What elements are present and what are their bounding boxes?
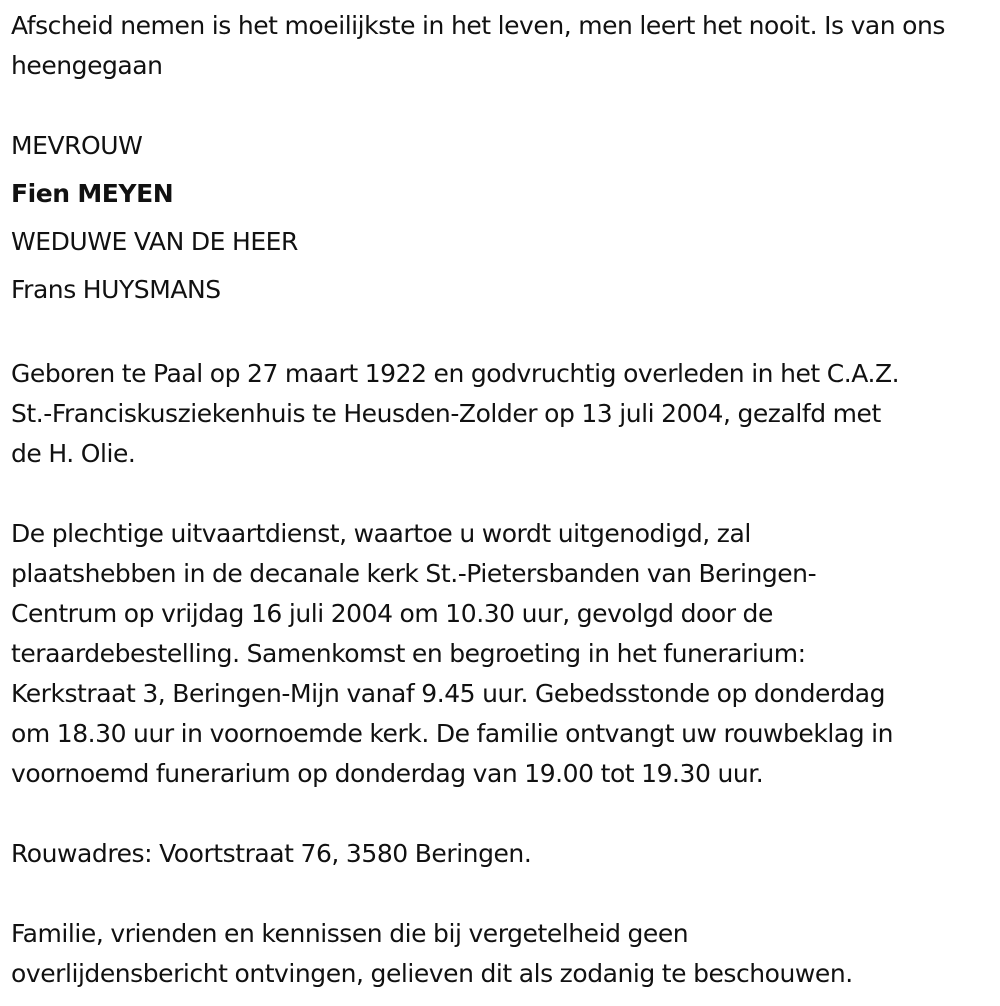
closing-line: Familie, vrienden en kennissen die bij vergetelheid geen bbox=[11, 919, 689, 948]
mourning-address: Rouwadres: Voortstraat 76, 3580 Beringen. bbox=[11, 839, 532, 868]
obituary-notice bbox=[11, 6, 996, 994]
closing-paragraph bbox=[11, 914, 996, 994]
birth-death-line: St.-Franciskusziekenhuis te Heusden-Zolder op 13 juli 2004, gezalfd met bbox=[11, 399, 881, 428]
birth-death-line: Geboren te Paal op 27 maart 1922 en godvruchtig overleden in het C.A.Z. bbox=[11, 359, 900, 388]
deceased-name: Fien MEYEN bbox=[11, 179, 174, 208]
closing-line: overlijdensbericht ontvingen, gelieven dit als zodanig te beschouwen. bbox=[11, 959, 853, 988]
birth-death-line: de H. Olie. bbox=[11, 439, 136, 468]
funeral-line: De plechtige uitvaartdienst, waartoe u wordt uitgenodigd, zal bbox=[11, 519, 751, 548]
funeral-paragraph bbox=[11, 514, 996, 794]
funeral-line: voornoemd funerarium op donderdag van 19.00 tot 19.30 uur. bbox=[11, 759, 764, 788]
deceased-block bbox=[11, 122, 996, 314]
spouse-name: Frans HUYSMANS bbox=[11, 275, 221, 304]
funeral-line: plaatshebben in de decanale kerk St.-Pietersbanden van Beringen- bbox=[11, 559, 817, 588]
funeral-line: Centrum op vrijdag 16 juli 2004 om 10.30 uur, gevolgd door de bbox=[11, 599, 773, 628]
intro-paragraph: Afscheid nemen is het moeilijkste in het leven, men leert het nooit. Is van ons heengegaan bbox=[11, 11, 945, 80]
funeral-line: teraardebestelling. Samenkomst en begroeting in het funerarium: bbox=[11, 639, 806, 668]
funeral-line: om 18.30 uur in voornoemde kerk. De familie ontvangt uw rouwbeklag in bbox=[11, 719, 894, 748]
funeral-line: Kerkstraat 3, Beringen-Mijn vanaf 9.45 uur. Gebedsstonde op donderdag bbox=[11, 679, 886, 708]
deceased-relation: WEDUWE VAN DE HEER bbox=[11, 227, 298, 256]
birth-death-paragraph bbox=[11, 354, 996, 474]
deceased-title: MEVROUW bbox=[11, 131, 143, 160]
